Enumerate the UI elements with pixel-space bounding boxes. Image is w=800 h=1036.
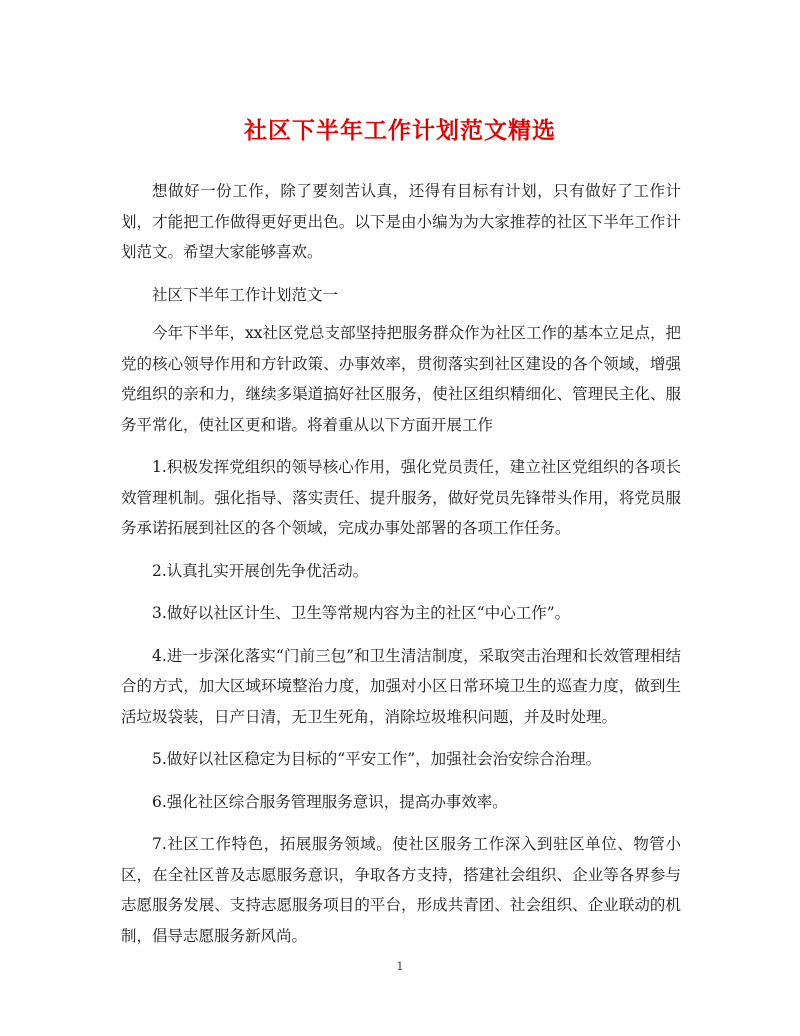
plan-item-5: 5.做好以社区稳定为目标的“平安工作”，加强社会治安综合治理。 [152, 750, 602, 768]
intro-paragraph: 想做好一份工作，除了要刻苦认真，还得有目标有计划，只有做好了工作计划，才能把工作做得更好更出色。以下是由小编为为大家推荐的社区下半年工作计划范文。希望大家能够喜欢。 [121, 182, 681, 261]
document-title: 社区下半年工作计划范文精选 [244, 117, 556, 144]
document-body [121, 176, 681, 963]
plan-item-3: 3.做好以社区计生、卫生等常规内容为主的社区“中心工作”。 [152, 604, 571, 622]
plan-item-7: 7.社区工作特色，拓展服务领域。使社区服务工作深入到驻区单位、物管小区，在全社区普及志愿服务意识，争取各方支持，搭建社会组织、企业等各界参与志愿服务发展、支持志愿服务项目的平台，形成共青团、社会组织、企业联动的机制，倡导志愿服务新风尚。 [121, 835, 681, 945]
page-number: 1 [396, 960, 404, 973]
plan-item-1: 1.积极发挥党组织的领导核心作用，强化党员责任，建立社区党组织的各项长效管理机制。强化指导、落实责任、提升服务，做好党员先锋带头作用，将党员服务承诺拓展到社区的各个领域，完成办事处部署的各项工作任务。 [121, 458, 681, 537]
section-heading: 社区下半年工作计划范文一 [152, 285, 339, 304]
plan-item-6: 6.强化社区综合服务管理服务意识，提高办事效率。 [152, 792, 508, 811]
overview-paragraph: 今年下半年，xx社区党总支部坚持把服务群众作为社区工作的基本立足点，把党的核心领导作用和方针政策、办事效率，贯彻落实到社区建设的各个领域，增强党组织的亲和力，继续多渠道搞好社区服务，使社区组织精细化、管理民主化、服务平常化，使社区更和谐。将着重从以下方面开展工作 [121, 324, 681, 434]
plan-item-4: 4.进一步深化落实“门前三包”和卫生清洁制度，采取突击治理和长效管理相结合的方式，加大区域环境整治力度，加强对小区日常环境卫生的巡查力度，做到生活垃圾袋装，日产日清，无卫生死角，消除垃圾堆积问题，并及时处理。 [121, 646, 681, 726]
plan-item-2: 2.认真扎实开展创先争优活动。 [152, 561, 369, 580]
